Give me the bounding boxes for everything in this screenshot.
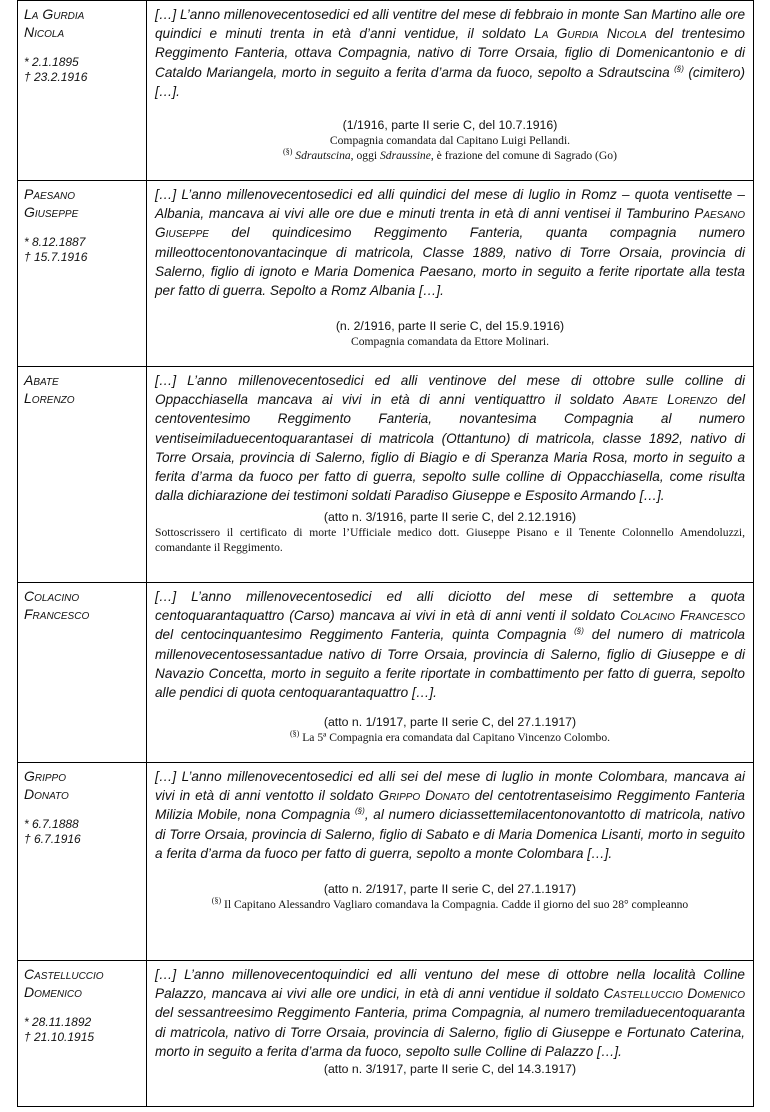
death-date: † 21.10.1915 [24,1030,95,1044]
inline-name: La Gurdia Nicola [534,26,647,42]
birth-date: * 6.7.1888 [24,817,79,831]
record-source: (atto n. 3/1916, parte II serie C, del 2.12.1916) [323,510,577,525]
entry-dates [24,55,140,85]
record-cell [147,583,754,763]
entry-dates [24,817,140,847]
register-entry [18,1,754,181]
name-cell [18,961,147,1107]
name-cell [18,763,147,961]
entry-surname: La Gurdia [24,6,85,22]
entry-given-name: Domenico [24,984,82,1000]
entry-given-name: Francesco [24,606,90,622]
entry-surname: Castelluccio [24,966,104,982]
record-text: […] L’anno millenovecentoquindici ed alli ventuno del mese di ottobre nella località Colline Palazzo, mancava ai vivi alle ore undici, in età di anni ventidue il soldato Castelluccio Domenico del sessantreesimo Reggimento Fanteria, prima Compagnia, al numero tremiladuecentoquaranta di matricola, nativo di Torre Orsaia, provincia di Salerno, figlio di Giuseppe e Fortunato Caterina, morto in seguito a ferita d’arma da fuoco, sepolto sulle Colline di Palazzo […]. [155,967,746,1059]
record-note: Sottoscrissero il certificato di morte l’Ufficiale medico dott. Giuseppe Pisano e il Tenente Colonnello Amendoluzzi, comandante il Reggimento. [155,526,745,555]
record-cell [147,763,754,961]
birth-date: * 2.1.1895 [24,55,79,69]
entry-surname: Paesano [24,186,76,202]
entry-given-name: Lorenzo [24,390,75,406]
record-cell [147,181,754,367]
register-entry [18,181,754,367]
record-source: (atto n. 1/1917, parte II serie C, del 27.1.1917) [323,715,577,730]
record-cell [147,1,754,181]
inline-name: Paesano Giuseppe [155,206,745,241]
record-text: […] L’anno millenovecentosedici ed alli sei del mese di luglio in monte Colombara, mancava ai vivi in età di anni ventotto il soldato Grippo Donato del centotrentaseisimo Reggimento Fanteria Milizia Mobile, nona Compagnia (§), al numero diciassettemilacentonovantotto di matricola, nativo di Torre Orsaia, provincia di Salerno, figlio di Sabato e di Maria Domenica Lisanti, morto in seguito a ferita d’arma da fuoco per fatto di guerra, sepolto a monte Colombara […]. [155,769,745,861]
record-source: (atto n. 2/1917, parte II serie C, del 27.1.1917) [323,882,577,897]
inline-name: Castelluccio Domenico [603,986,746,1002]
record-cell [147,367,754,583]
death-date: † 6.7.1916 [24,832,81,846]
record-source: (atto n. 3/1917, parte II serie C, del 14.3.1917) [323,1062,577,1077]
name-cell [18,181,147,367]
record-note: Compagnia comandata dal Capitano Luigi Pellandi. [329,134,571,148]
record-footnote: (§) La 5ª Compagnia era comandata dal Capitano Vincenzo Colombo. [289,729,611,745]
record-footnote: (§) Sdrautscina, oggi Sdraussine, è frazione del comune di Sagrado (Go) [283,147,617,163]
entry-given-name: Giuseppe [24,204,79,220]
record-cell [147,961,754,1107]
record-source: (n. 2/1916, parte II serie C, del 15.9.1916) [335,319,565,334]
inline-name: Grippo Donato [378,788,470,804]
name-cell [18,1,147,181]
entry-dates [24,235,140,265]
death-date: † 15.7.1916 [24,250,88,264]
record-footnote: (§) Il Capitano Alessandro Vagliaro comandava la Compagnia. Cadde il giorno del suo 28° compleanno [211,896,689,912]
birth-date: * 8.12.1887 [24,235,86,249]
register-page [17,0,754,1107]
register-entry [18,961,754,1107]
entry-given-name: Donato [24,786,69,802]
inline-name: Colacino Francesco [620,608,745,624]
record-text: […] L’anno millenovecentosedici ed alli quindici del mese di luglio in Romz – quota ventisette – Albania, mancava ai vivi alle ore due e minuti trenta in età di anni ventisei il Tamburino Paesano Giuseppe del quindicesimo Reggimento Fanteria, quanta compagnia numero milleottocentonovantacinque di matricola, Classe 1889, nativo di Torre Orsaia, provincia di Salerno, figlio di ignoto e Maria Domenica Paesano, morto in seguito a ferite riportate alla testa per fatto di guerra. Sepolto a Romz Albania […]. [155,187,745,299]
register-entry [18,763,754,961]
register-entry [18,367,754,583]
entry-surname: Grippo [24,768,67,784]
register-entry [18,583,754,763]
death-date: † 23.2.1916 [24,70,88,84]
record-text: […] L’anno millenovecentosedici ed alli diciotto del mese di settembre a quota centoquarantaquattro (Carso) mancava ai vivi in età di anni venti il soldato Colacino Francesco del centocinquantesimo Reggimento Fanteria, quinta Compagnia (§) del numero di matricola millenovecentosessantadue nativo di Torre Orsaia, provincia di Salerno, figlio di Giuseppe e di Navazio Concetta, morto in seguito a ferite riportate in combattimento per fatto di guerra, sepolto alle pendici di quota centoquarantaquattro […]. [155,589,745,701]
name-cell [18,583,147,763]
name-cell [18,367,147,583]
entry-dates [24,1015,140,1045]
entry-surname: Colacino [24,588,80,604]
entry-given-name: Nicola [24,24,65,40]
entry-surname: Abate [24,372,59,388]
record-text: […] L’anno millenovecentosedici ed alli ventinove del mese di ottobre sulle colline di Oppacchiasella mancava ai vivi in età di anni ventiquattro il soldato Abate Lorenzo del centoventesimo Reggimento Fanteria, novantesima Compagnia al numero ventiseimiladuecentoquarantasei di matricola (Ottantuno) di matricola, classe 1892, nativo di Torre Orsaia, provincia di Salerno, figlio di Biagio e di Speranza Maria Rosa, morto in seguito a ferita d’arma da fuoco per fatto di guerra, sepolto sulle colline di Oppacchiasella, come risulta dalla dichiarazione dei testimoni soldati Paradiso Giuseppe e Esposito Armando […]. [155,373,745,504]
record-text: […] L’anno millenovecentosedici ed alli ventitre del mese di febbraio in monte San Martino alle ore quindici e minuti trenta in età d’anni ventidue, il soldato La Gurdia Nicola del trentesimo Reggimento Fanteria, ottava Compagnia, nativo di Torre Orsaia, figlio di Domenicantonio e di Cataldo Mariangela, morto in seguito a ferita d’arma da fuoco, sepolto a Sdrautscina (§) (cimitero) […]. [155,7,745,99]
record-note: Compagnia comandata da Ettore Molinari. [351,335,549,349]
death-register-table [17,0,754,1107]
inline-name: Abate Lorenzo [623,392,718,408]
record-source: (1/1916, parte II serie C, del 10.7.1916) [342,118,558,133]
birth-date: * 28.11.1892 [24,1015,92,1029]
